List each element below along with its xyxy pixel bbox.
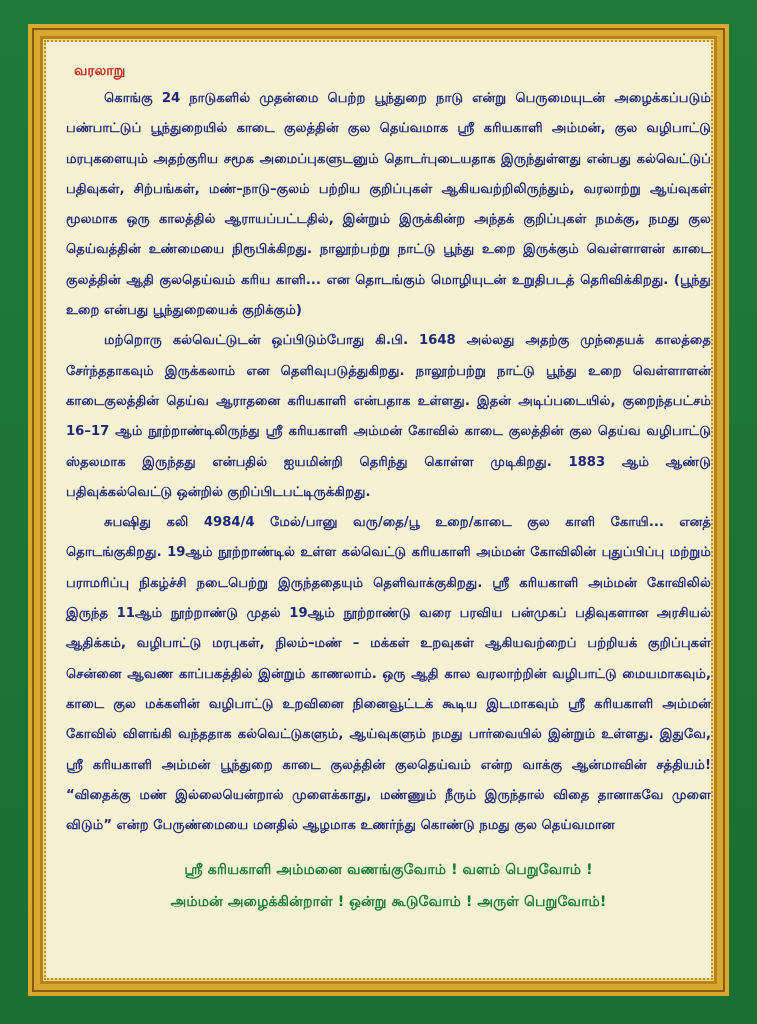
history-paragraph-3: சுபஷிது கலி 4984/4 மேல்/பானு வரு/தை/பூ உறை/காடை குல காளி கோயி... எனத் தொடங்குகிறது. 19ஆம் நூற்றாண்டில் உள்ள கல்வெட்டு கரியகாளி அம்மன் கோவிலின் புதுப்பிப்பு மற்றும் பராமரிப்பு நிகழ்ச்சி நடைபெற்று இருந்ததையும் தெளிவாக்குகிறது. ஸ்ரீ கரியகாளி அம்மன் கோவிலில் இருந்த 11ஆம் நூற்றாண்டு முதல் 19ஆம் நூற்றாண்டு வரை பரவிய பன்முகப் பதிவுகளான அரசியல் ஆதிக்கம், வழிபாட்டு மரபுகள், நிலம்–மண் – மக்கள் உறவுகள் ஆகியவற்றைப் பற்றியக் குறிப்புகள் சென்னை ஆவண காப்பகத்தில் இன்றும் காணலாம். ஒரு ஆதி கால வரலாற்றின் வழிபாட்டு மையமாகவும், காடை குல மக்களின் வழிபாட்டு உறவினை நினைவூட்டக் கூடிய இடமாகவும் ஸ்ரீ கரியகாளி அம்மன் கோவில் விளங்கி வந்ததாக கல்வெட்டுகளும், ஆய்வுகளும் நமது பார்வையில் இன்றும் உள்ளது. இதுவே, ஸ்ரீ கரியகாளி அம்மன் பூந்துறை காடை குலத்தின் குலதெய்வம் என்ற வாக்கு ஆன்மாவின் சத்தியம்! “விதைக்கு மண் இல்லையென்றால் முளைக்காது, மண்ணும் நீரும் இருந்தால் விதை தானாகவே முளை விடும்” என்ற பேருண்மையை மனதில் ஆழமாக உணர்ந்து கொண்டு நமது குல தெய்வமான: [66, 515, 711, 834]
history-paragraph-1: கொங்கு 24 நாடுகளில் முதன்மை பெற்ற பூந்துறை நாடு என்று பெருமையுடன் அழைக்கப்படும் பண்பாட்டுப் பூந்துறையில் காடை குலத்தின் குல தெய்வமாக ஸ்ரீ கரியகாளி அம்மன், குல வழிபாட்டு மரபுகளையும் அதற்குரிய சமூக அமைப்புகளுடனும் தொடர்புடையதாக இருந்துள்ளது என்பது கல்வெட்டுப் பதிவுகள், சிற்பங்கள், மண்–நாடு–குலம் பற்றிய குறிப்புகள் ஆகியவற்றிலிருந்தும், வரலாற்று ஆய்வுகள் மூலமாக ஒரு காலத்தில் ஆராயப்பட்டதில், இன்றும் இருக்கின்ற அந்தக் குறிப்புகள் நமக்கு, நமது குல தெய்வத்தின் உண்மையை நிரூபிக்கிறது. நாலூற்பற்று நாட்டு பூந்து உறை இருக்கும் வெள்ளாளன் காடை குலத்தின் ஆதி குலதெய்வம் கரிய காளி... என தொடங்கும் மொழியுடன் உறுதிபடத் தெரிவிக்கிறது. (பூந்து உறை என்பது பூந்துறையைக் குறிக்கும்): [66, 91, 711, 319]
history-paragraph-2: மற்றொரு கல்வெட்டுடன் ஒப்பிடும்போது கி.பி. 1648 அல்லது அதற்கு முந்தையக் காலத்தை சேர்ந்ததாகவும் இருக்கலாம் என தெளிவுபடுத்துகிறது. நாலூற்பற்று நாட்டு பூந்து உறை வெள்ளாளன் காடைகுலத்தின் தெய்வ ஆராதனை கரியகாளி என்பதாக உள்ளது. இதன் அடிப்படையில், குறைந்தபட்சம் 16–17 ஆம் நூற்றாண்டிலிருந்து ஸ்ரீ கரியகாளி அம்மன் கோவில் காடை குலத்தின் குல தெய்வ வழிபாட்டு ஸ்தலமாக இருந்தது என்பதில் ஐயமின்றி தெரிந்து கொள்ள முடிகிறது. 1883 ஆம் ஆண்டு பதிவுக்கல்வெட்டு ஒன்றில் குறிப்பிடபட்டிருக்கிறது.: [66, 333, 711, 500]
section-heading: வரலாறு: [74, 63, 126, 79]
slogan-line-1: ஸ்ரீ கரியகாளி அம்மனை வணங்குவோம் ! வளம் பெறுவோம் !: [184, 862, 593, 878]
ornamental-gold-frame: [28, 24, 729, 996]
content-area: [62, 62, 715, 982]
slogan-line-2: அம்மன் அழைக்கின்றாள் ! ஒன்று கூடுவோம் ! அருள் பெறுவோம்!: [170, 894, 607, 910]
closing-slogan: [62, 854, 715, 918]
